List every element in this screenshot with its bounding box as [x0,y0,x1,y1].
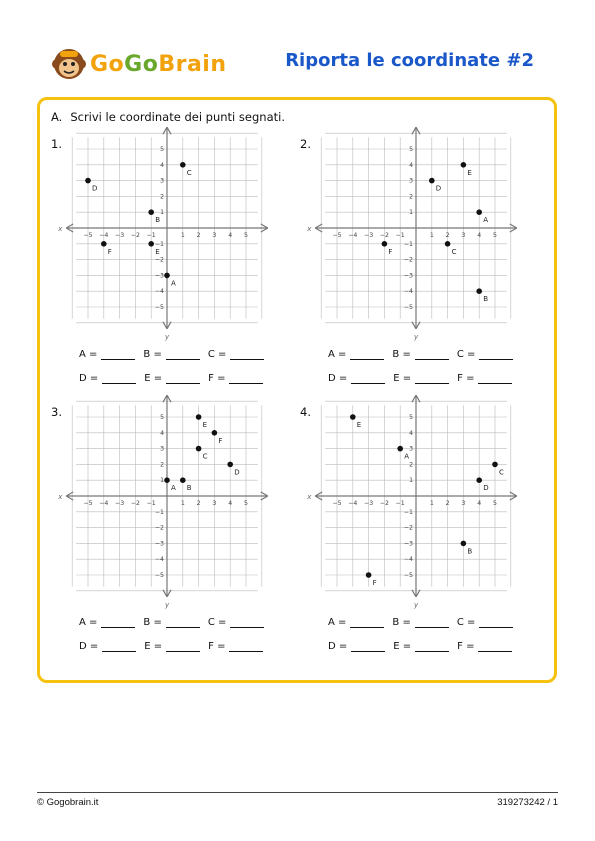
y-tick-label: −2 [154,524,164,532]
x-tick-label: 5 [244,500,248,507]
point-label-B: B [483,295,489,304]
answer-row [328,373,520,384]
answer-blank[interactable] [350,349,384,360]
answer-item [79,373,136,384]
y-axis-label: y [165,332,170,341]
answer-item [328,349,384,360]
y-tick-label: 5 [409,146,413,153]
exercise-4 [300,405,530,675]
answer-blank[interactable] [229,641,263,652]
answer-item [79,641,136,652]
y-tick-label: 5 [160,414,164,421]
y-tick-label: −4 [403,288,413,296]
point-label-F: F [388,247,393,256]
point-label-A: A [404,452,409,461]
answer-blank[interactable] [229,373,263,384]
footer-page-id: 319273242 / 1 [497,797,558,808]
y-tick-label: 1 [409,209,413,217]
answer-blank[interactable] [102,641,136,652]
answer-item [457,349,514,360]
instruction [51,110,285,124]
x-tick-label: 1 [429,232,434,239]
point-E [196,414,202,420]
point-label-C: C [451,247,457,256]
logo [52,46,227,82]
y-tick-label: −5 [403,304,413,311]
x-tick-label: 2 [196,232,201,239]
answer-blank[interactable] [415,617,449,628]
answer-blank[interactable] [415,641,449,652]
answer-label: F = [457,641,475,652]
answer-label: C = [207,349,227,360]
exercise-number: 3. [51,405,62,419]
logo-text [90,52,227,77]
x-tick-label: −2 [379,232,389,239]
point-label-D: D [483,484,489,493]
point-F [101,241,107,247]
y-tick-label: 3 [409,177,413,185]
answer-label: D = [79,373,99,384]
y-tick-label: −1 [154,240,164,248]
point-A [397,446,403,452]
point-A [476,209,482,215]
point-D [227,462,233,468]
x-tick-label: −4 [348,500,358,507]
answer-label: A = [79,349,98,360]
answer-item [143,349,199,360]
point-D [429,178,435,184]
x-tick-label: 1 [180,500,185,507]
answer-item [457,373,512,384]
answer-item [392,349,448,360]
x-tick-label: 3 [212,232,217,239]
answer-blank[interactable] [479,349,513,360]
answer-label: D = [79,641,99,652]
x-tick-label: 5 [244,232,248,239]
x-tick-label: −4 [99,500,109,507]
coordinate-grid [58,137,283,347]
answer-blank[interactable] [350,617,384,628]
answer-label: A = [328,617,347,628]
answer-blank[interactable] [478,641,512,652]
point-B [180,477,186,483]
y-tick-label: −1 [403,508,413,516]
point-label-E: E [356,421,362,429]
y-tick-label: 4 [409,161,413,169]
worksheet-title: Riporta le coordinate #2 [285,50,534,71]
x-tick-label: −2 [130,500,140,507]
x-tick-label: 5 [493,500,497,507]
y-tick-label: −3 [154,540,164,548]
point-C [492,462,498,468]
y-tick-label: 2 [409,461,413,469]
point-label-D: D [92,184,98,193]
x-tick-label: −3 [364,500,374,507]
point-E [148,241,154,247]
y-tick-label: 1 [160,477,164,485]
logo-text-go2: Go [124,51,159,77]
point-label-E: E [202,421,208,429]
y-axis-label: y [165,600,170,609]
instruction-text: Scrivi le coordinate dei punti segnati. [70,110,285,124]
answer-blank[interactable] [351,373,385,384]
y-axis-label: y [414,332,419,341]
answer-blank[interactable] [102,373,136,384]
x-tick-label: 3 [461,500,466,507]
x-tick-label: 4 [477,232,482,239]
x-tick-label: 1 [429,500,434,507]
answer-item [208,641,263,652]
x-tick-label: −2 [130,232,140,239]
logo-text-brain: Brain [158,51,227,77]
y-tick-label: 4 [160,161,164,169]
x-tick-label: 2 [445,232,450,239]
answer-item [79,349,135,360]
answer-item [144,373,200,384]
answer-row [328,641,520,652]
point-label-F: F [218,436,223,445]
point-A [164,477,170,483]
y-tick-label: −5 [154,572,164,579]
answer-item [328,617,384,628]
point-label-A: A [171,279,176,288]
answer-item [392,617,448,628]
answer-label: B = [143,617,162,628]
answer-item [79,617,135,628]
answer-label: C = [207,617,227,628]
x-tick-label: −3 [115,500,125,507]
point-F [366,572,372,578]
point-label-D: D [435,184,442,193]
answer-row [79,641,271,652]
point-A [164,273,170,279]
y-tick-label: −1 [154,508,164,516]
coordinate-grid [307,405,532,615]
answer-blank[interactable] [478,373,512,384]
point-label-E: E [467,168,472,177]
answer-blank[interactable] [415,373,449,384]
answer-blank[interactable] [166,641,200,652]
point-label-B: B [155,216,161,225]
answer-row [79,349,272,360]
y-tick-label: 4 [409,429,413,437]
y-tick-label: −4 [154,556,164,564]
x-axis-label: x [58,493,63,501]
answer-blank[interactable] [101,349,135,360]
answer-item [328,373,385,384]
point-label-D: D [234,468,240,477]
answer-label: F = [208,641,226,652]
answer-label: F = [457,373,475,384]
answer-label: C = [456,349,476,360]
exercise-1 [51,137,281,407]
point-label-A: A [171,484,176,493]
answer-item [393,373,449,384]
point-label-C: C [499,468,504,477]
footer-divider [37,792,558,793]
point-label-F: F [372,579,377,587]
point-F [382,241,388,247]
x-tick-label: −5 [83,500,93,507]
x-tick-label: −1 [395,232,405,239]
point-label-A: A [483,216,488,225]
answer-label: D = [328,373,348,384]
exercise-number: 4. [300,405,311,419]
answer-row [79,373,271,384]
y-tick-label: 2 [409,193,413,201]
answer-blank[interactable] [230,617,264,628]
point-B [148,209,154,215]
answer-label: A = [79,617,98,628]
y-axis-label: y [414,600,419,609]
monkey-logo-icon [52,47,86,81]
answer-label: A = [328,349,347,360]
coordinate-grid [307,137,532,347]
y-tick-label: −3 [154,272,164,280]
answer-blank[interactable] [415,349,449,360]
footer-copyright: © Gogobrain.it [37,797,99,808]
y-tick-label: 5 [160,146,164,153]
x-tick-label: 1 [180,232,185,239]
answer-label: F = [208,373,226,384]
y-tick-label: −4 [154,288,164,296]
answer-label: C = [456,617,476,628]
x-tick-label: 2 [196,500,201,507]
exercise-number: 2. [300,137,311,151]
x-tick-label: 2 [445,500,450,507]
point-label-C: C [202,452,208,461]
answer-item [208,349,265,360]
point-label-B: B [186,484,192,493]
point-C [196,446,202,452]
answer-item [144,641,200,652]
coordinate-grid [58,405,283,615]
x-tick-label: −4 [348,232,358,239]
x-tick-label: 3 [461,232,466,239]
y-tick-label: −2 [154,256,164,264]
logo-text-go1: Go [90,51,125,77]
x-tick-label: 5 [493,232,497,239]
answer-row [328,349,521,360]
point-B [476,288,482,294]
point-label-E: E [155,247,160,256]
answer-item [393,641,449,652]
answer-label: E = [144,641,163,652]
answer-label: E = [393,641,412,652]
x-tick-label: −4 [99,232,109,239]
y-tick-label: 3 [160,177,164,185]
y-tick-label: −2 [403,256,413,264]
answer-row [79,617,272,628]
point-F [212,430,218,436]
x-tick-label: −5 [83,232,93,239]
answer-item [208,617,265,628]
point-E [350,414,356,420]
point-B [461,541,467,547]
x-tick-label: 4 [477,500,482,507]
x-tick-label: 3 [212,500,217,507]
y-tick-label: 3 [409,445,413,453]
answer-label: B = [392,349,411,360]
answer-blank[interactable] [230,349,264,360]
y-tick-label: 2 [160,193,164,201]
exercise-number: 1. [51,137,62,151]
answer-blank[interactable] [166,349,200,360]
answer-blank[interactable] [351,641,385,652]
answer-item [457,641,512,652]
x-tick-label: −1 [146,232,156,239]
answer-label: E = [393,373,412,384]
answer-label: B = [143,349,162,360]
x-axis-label: x [307,225,312,233]
x-tick-label: −3 [115,232,125,239]
x-tick-label: −1 [395,500,405,507]
answer-blank[interactable] [479,617,513,628]
x-axis-label: x [307,493,312,501]
answer-blank[interactable] [101,617,135,628]
point-label-B: B [467,547,473,556]
answer-blank[interactable] [166,373,200,384]
answer-label: B = [392,617,411,628]
x-tick-label: −5 [332,500,342,507]
answer-item [143,617,199,628]
x-axis-label: x [58,225,63,233]
y-tick-label: 2 [160,461,164,469]
y-tick-label: 5 [409,414,413,421]
answer-label: E = [144,373,163,384]
point-D [85,178,91,184]
y-tick-label: −4 [403,556,413,564]
point-C [445,241,451,247]
y-tick-label: 3 [160,445,164,453]
y-tick-label: −1 [403,240,413,248]
answer-row [328,617,521,628]
point-E [461,162,467,168]
x-tick-label: −1 [146,500,156,507]
point-C [180,162,186,168]
y-tick-label: 1 [160,209,164,217]
y-tick-label: −2 [403,524,413,532]
point-label-F: F [107,247,112,256]
answer-item [208,373,263,384]
exercise-2 [300,137,530,407]
y-tick-label: 4 [160,429,164,437]
y-tick-label: −5 [403,572,413,579]
y-tick-label: 1 [409,477,413,485]
point-D [476,477,482,483]
answer-item [457,617,514,628]
answer-blank[interactable] [166,617,200,628]
point-label-C: C [186,168,192,177]
instruction-letter: A. [51,110,63,124]
x-tick-label: −2 [379,500,389,507]
y-tick-label: −3 [403,272,413,280]
y-tick-label: −5 [154,304,164,311]
x-tick-label: 4 [228,232,233,239]
answer-label: D = [328,641,348,652]
answer-item [328,641,385,652]
x-tick-label: −3 [364,232,374,239]
x-tick-label: 4 [228,500,233,507]
exercise-3 [51,405,281,675]
x-tick-label: −5 [332,232,342,239]
y-tick-label: −3 [403,540,413,548]
